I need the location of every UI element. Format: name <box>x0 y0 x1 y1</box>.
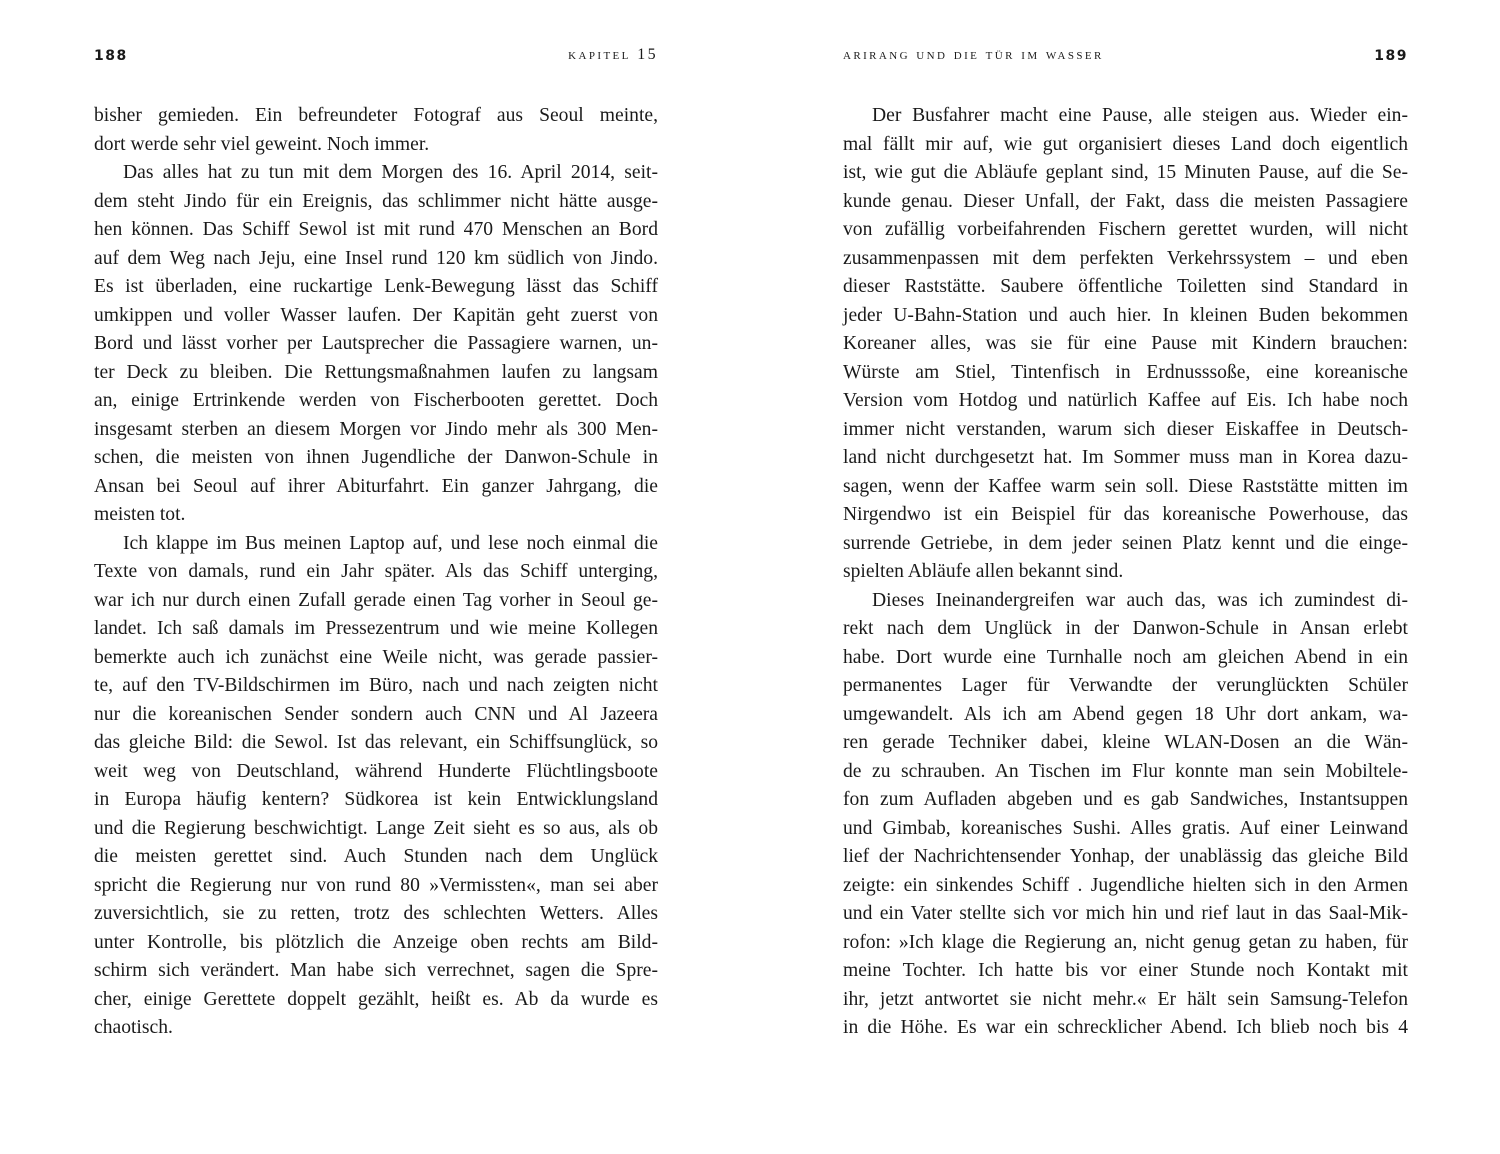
text-line: Version vom Hotdog und natürlich Kaffee auf Eis. Ich habe noch <box>843 390 1408 411</box>
left-page-header <box>94 46 658 70</box>
text-line: ist, wie gut die Abläufe geplant sind, 15 Minuten Pause, auf die Se- <box>843 162 1408 183</box>
text-line: an, einige Ertrinkende werden von Fischerbooten gerettet. Doch <box>94 390 658 411</box>
text-line: Nirgendwo ist ein Beispiel für das koreanische Powerhouse, das <box>843 504 1408 525</box>
text-line: von zufällig vorbeifahrenden Fischern gerettet wurden, will nicht <box>843 219 1408 240</box>
text-line: permanentes Lager für Verwandte der verunglückten Schüler <box>843 675 1408 696</box>
text-line: unter Kontrolle, bis plötzlich die Anzeige oben rechts am Bild- <box>94 931 658 953</box>
text-line: fon zum Aufladen abgeben und es gab Sandwiches, Instantsuppen <box>843 789 1408 810</box>
text-line: spricht die Regierung nur von rund 80 »Vermissten«, man sei aber <box>94 874 658 896</box>
text-line: weit weg von Deutschland, während Hunderte Flüchtlingsboote <box>94 760 658 782</box>
text-line: Bord und lässt vorher per Lautsprecher die Passagiere warnen, un- <box>94 333 658 354</box>
left-page <box>94 0 658 1154</box>
text-line: hen können. Das Schiff Sewol ist mit rund 470 Menschen an Bord <box>94 219 658 240</box>
text-line: das gleiche Bild: die Sewol. Ist das relevant, ein Schiffsunglück, so <box>94 732 658 753</box>
text-line: dieser Raststätte. Saubere öffentliche Toiletten sind Standard in <box>843 276 1408 297</box>
text-line: zeigte: ein sinkendes Schiff . Jugendliche hielten sich in den Armen <box>843 874 1408 896</box>
text-line: surrende Getriebe, in dem jeder seinen Platz kennt und die einge- <box>843 532 1408 554</box>
text-line: cher, einige Gerettete doppelt gezählt, heißt es. Ab da wurde es <box>94 988 658 1010</box>
text-line: mal fällt mir auf, wie gut organisiert dieses Land doch eigentlich <box>843 133 1408 155</box>
right-running-head: arirang und die tür im wasser <box>843 46 1104 63</box>
text-line: ren gerade Techniker dabei, kleine WLAN-Dosen an die Wän- <box>843 732 1408 753</box>
text-line: die meisten gerettet sind. Auch Stunden nach dem Unglück <box>94 846 658 867</box>
left-page-body <box>94 102 658 1043</box>
text-line: kunde genau. Dieser Unfall, der Fakt, dass die meisten Passagiere <box>843 190 1408 212</box>
text-line: Das alles hat zu tun mit dem Morgen des 16. April 2014, seit- <box>123 162 658 183</box>
text-line: land nicht durchgesetzt hat. Im Sommer muss man in Korea dazu- <box>843 447 1408 468</box>
right-page-body <box>843 102 1408 1043</box>
text-line: Dieses Ineinandergreifen war auch das, was ich zumindest di- <box>872 589 1408 611</box>
text-line: zuversichtlich, sie zu retten, trotz des schlechten Wetters. Alles <box>94 903 658 924</box>
text-line: Der Busfahrer macht eine Pause, alle steigen aus. Wieder ein- <box>872 105 1408 126</box>
text-line: Koreaner alles, was sie für eine Pause mit Kindern brauchen: <box>843 333 1408 354</box>
text-line: dort werde sehr viel geweint. Noch immer. <box>94 133 430 155</box>
text-line: Texte von damals, rund ein Jahr später. Als das Schiff unterging, <box>94 561 658 582</box>
text-line: jeder U-Bahn-Station und auch hier. In kleinen Buden bekommen <box>843 304 1408 326</box>
text-line: schirm sich verändert. Man habe sich verrechnet, sagen die Spre- <box>94 960 658 981</box>
text-line: und ein Vater stellte sich vor mich hin und rief laut in das Saal-Mik- <box>843 903 1408 924</box>
text-line: rofon: »Ich klage die Regierung an, nicht genug getan zu haben, für <box>843 931 1408 953</box>
text-line: immer nicht verstanden, warum sich dieser Eiskaffee in Deutsch- <box>843 418 1408 440</box>
text-line: Es ist überladen, eine ruckartige Lenk-Bewegung lässt das Schiff <box>94 276 658 297</box>
text-line: ter Deck zu bleiben. Die Rettungsmaßnahmen laufen zu langsam <box>94 361 658 383</box>
left-running-head: kapitel 15 <box>568 46 658 63</box>
text-line: chaotisch. <box>94 1017 173 1038</box>
text-line: zusammenpassen mit dem perfekten Verkehrssystem – und eben <box>843 247 1408 269</box>
text-line: meisten tot. <box>94 504 186 525</box>
text-line: habe. Dort wurde eine Turnhalle noch am gleichen Abend in ein <box>843 646 1408 668</box>
text-line: nur die koreanischen Sender sondern auch CNN und Al Jazeera <box>94 703 658 725</box>
text-line: Würste am Stiel, Tintenfisch in Erdnusssoße, eine koreanische <box>843 361 1408 383</box>
text-line: bisher gemieden. Ein befreundeter Fotograf aus Seoul meinte, <box>94 105 658 126</box>
text-line: spielten Abläufe allen bekannt sind. <box>843 561 1124 582</box>
text-line: bemerkte auch ich zunächst eine Weile nicht, was gerade passier- <box>94 646 658 668</box>
text-line: Ansan bei Seoul auf ihrer Abiturfahrt. Ein ganzer Jahrgang, die <box>94 475 658 497</box>
text-line: umgewandelt. Als ich am Abend gegen 18 Uhr dort ankam, wa- <box>843 703 1408 725</box>
text-line: rekt nach dem Unglück in der Danwon-Schule in Ansan erlebt <box>843 618 1408 639</box>
text-line: war ich nur durch einen Zufall gerade einen Tag vorher in Seoul ge- <box>94 589 658 611</box>
text-line: und die Regierung beschwichtigt. Lange Zeit sieht es so aus, als ob <box>94 817 658 839</box>
text-line: und Gimbab, koreanisches Sushi. Alles gratis. Auf einer Leinwand <box>843 817 1408 839</box>
text-line: insgesamt sterben an diesem Morgen vor Jindo mehr als 300 Men- <box>94 418 658 440</box>
text-line: in die Höhe. Es war ein schrecklicher Abend. Ich blieb noch bis 4 <box>843 1017 1408 1038</box>
text-line: in Europa häufig kentern? Südkorea ist kein Entwicklungsland <box>94 789 658 810</box>
right-page-number: 189 <box>1374 48 1408 64</box>
text-line: ihr, jetzt antwortet sie nicht mehr.« Er hält sein Samsung-Telefon <box>843 988 1408 1010</box>
text-line: te, auf den TV-Bildschirmen im Büro, nach und nach zeigten nicht <box>94 675 658 696</box>
text-line: landet. Ich saß damals im Pressezentrum und wie meine Kollegen <box>94 618 658 639</box>
text-line: schen, die meisten von ihnen Jugendliche der Danwon-Schule in <box>94 447 658 468</box>
text-line: de zu schrauben. An Tischen im Flur konnte man sein Mobiltele- <box>843 760 1408 782</box>
right-page-header <box>843 46 1408 70</box>
text-line: dem steht Jindo für ein Ereignis, das schlimmer nicht hätte ausge- <box>94 190 658 212</box>
text-line: meine Tochter. Ich hatte bis vor einer Stunde noch Kontakt mit <box>843 960 1408 981</box>
text-line: sagen, wenn der Kaffee warm sein soll. Diese Raststätte mitten im <box>843 475 1408 497</box>
text-line: auf dem Weg nach Jeju, eine Insel rund 120 km südlich von Jindo. <box>94 247 658 269</box>
text-line: lief der Nachrichtensender Yonhap, der unablässig das gleiche Bild <box>843 846 1408 867</box>
left-page-number: 188 <box>94 48 128 64</box>
text-line: umkippen und voller Wasser laufen. Der Kapitän geht zuerst von <box>94 304 658 326</box>
right-page <box>843 0 1408 1154</box>
text-line: Ich klappe im Bus meinen Laptop auf, und lese noch einmal die <box>123 532 658 554</box>
